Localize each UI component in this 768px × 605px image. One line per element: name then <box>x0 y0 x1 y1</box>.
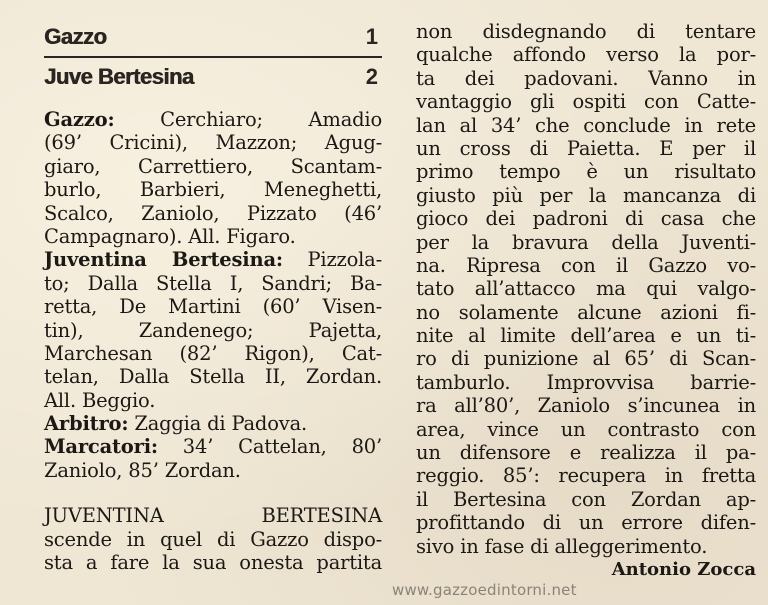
lineup-line <box>44 412 382 435</box>
article-line: sivo in fase di alleggerimento. <box>416 534 708 558</box>
away-score-row <box>44 60 382 94</box>
lineup-line <box>44 131 382 154</box>
lineup-text: to; Dalla Stella I, Sandri; Ba- <box>44 271 382 295</box>
article-line: JUVENTINA BERTESINA <box>44 504 382 528</box>
away-team-score: 2 <box>365 64 378 89</box>
article-line: vantaggio gli ospiti con Catte- <box>416 90 756 114</box>
article-line: scende in quel di Gazzo dispo- <box>44 527 382 551</box>
lineup-text: Zaggia di Padova. <box>128 412 307 436</box>
lineup-text: burlo, Barbieri, Meneghetti, <box>44 178 382 202</box>
article-line: na. Ripresa con il Gazzo vo- <box>416 253 756 277</box>
lineup-text: telan, Dalla Stella II, Zordan. <box>44 365 382 389</box>
author-signature: Antonio Zocca <box>611 558 756 580</box>
article-line: ta dei padovani. Vanno in <box>416 66 756 90</box>
lineup-line <box>44 178 382 201</box>
article-line: nite al limite dell’area e un ti- <box>416 324 756 348</box>
lineup-line <box>44 459 382 482</box>
lineup-line <box>44 225 382 248</box>
lineup-line <box>44 342 382 365</box>
lineup-text: (69’ Cricini), Mazzon; Agug- <box>44 131 382 155</box>
article-line: tato all’attacco ma qui valgo- <box>416 277 756 301</box>
article-text-left <box>44 504 382 574</box>
lineup-line <box>44 389 382 412</box>
lineup-text: Marchesan (82’ Rigon), Cat- <box>44 341 382 365</box>
article-line: giusto più per la mancanza di <box>416 183 756 207</box>
home-score-row <box>44 20 382 54</box>
right-column <box>416 20 756 581</box>
lineup-text: All. Beggio. <box>44 388 156 412</box>
lineup-label: Marcatori: <box>44 435 158 459</box>
home-team-score: 1 <box>365 24 378 49</box>
lineup-text: tin), Zandenego; Pajetta, <box>44 318 382 342</box>
lineup-label: Arbitro: <box>44 412 129 436</box>
lineup-line <box>44 202 382 225</box>
lineup-line <box>44 248 382 271</box>
article-line: ra all’80’, Zaniolo s’incunea in <box>416 394 756 418</box>
article-line: il Bertesina con Zordan ap- <box>416 487 756 511</box>
article-line: primo tempo è un risultato <box>416 160 756 184</box>
lineup-line <box>44 319 382 342</box>
article-line: lan al 34’ che conclude in rete <box>416 113 756 137</box>
paragraph-gap <box>44 482 382 504</box>
lineup-line <box>44 365 382 388</box>
lineup-text: Zaniolo, 85’ Zordan. <box>44 458 241 482</box>
lineup-text: Cerchiaro; Amadio <box>114 108 382 131</box>
lineup-text: Campagnaro). All. Figaro. <box>44 224 296 248</box>
article-line: reggio. 85’: recupera in fretta <box>416 464 756 488</box>
article-line: un cross di Paietta. E per il <box>416 136 756 160</box>
site-watermark: www.gazzoedintorni.net <box>392 581 577 599</box>
article-line: profittando di un errore difen- <box>416 511 756 535</box>
article-line: gioco dei padroni di casa che <box>416 207 756 231</box>
article-line: un difensore e realizza il pa- <box>416 441 756 465</box>
article-line: no solamente alcune azioni fi- <box>416 300 756 324</box>
article-line: non disdegnando di tentare <box>416 20 756 43</box>
lineup-line <box>44 108 382 131</box>
lineup-line <box>44 272 382 295</box>
lineup-label: Gazzo: <box>44 108 115 131</box>
lineup-label: Juventina Bertesina: <box>44 248 283 272</box>
lineup-text: retta, De Martini (60’ Visen- <box>44 295 382 319</box>
article-line: qualche affondo verso la por- <box>416 43 756 67</box>
match-lineup <box>44 108 382 482</box>
lineup-text: 34’ Cattelan, 80’ <box>157 435 382 459</box>
lineup-text: Pizzola- <box>282 248 382 272</box>
article-line: per la bravura della Juventi- <box>416 230 756 254</box>
left-column <box>44 20 382 574</box>
lineup-line <box>44 155 382 178</box>
away-team-name: Juve Bertesina <box>44 64 194 89</box>
home-team-name: Gazzo <box>44 24 107 49</box>
article-line: ro di punizione al 65’ di Scan- <box>416 347 756 371</box>
article-line: tamburlo. Improvvisa barrie- <box>416 370 756 394</box>
lineup-line <box>44 435 382 458</box>
article-line: area, vince un contrasto con <box>416 417 756 441</box>
lineup-text: Scalco, Zaniolo, Pizzato (46’ <box>44 201 382 225</box>
article-text-right <box>416 20 756 558</box>
lineup-text: giaro, Carrettiero, Scantam- <box>44 154 382 178</box>
divider <box>44 56 382 58</box>
lineup-line <box>44 295 382 318</box>
article-line: sta a fare la sua onesta partita <box>44 551 382 575</box>
